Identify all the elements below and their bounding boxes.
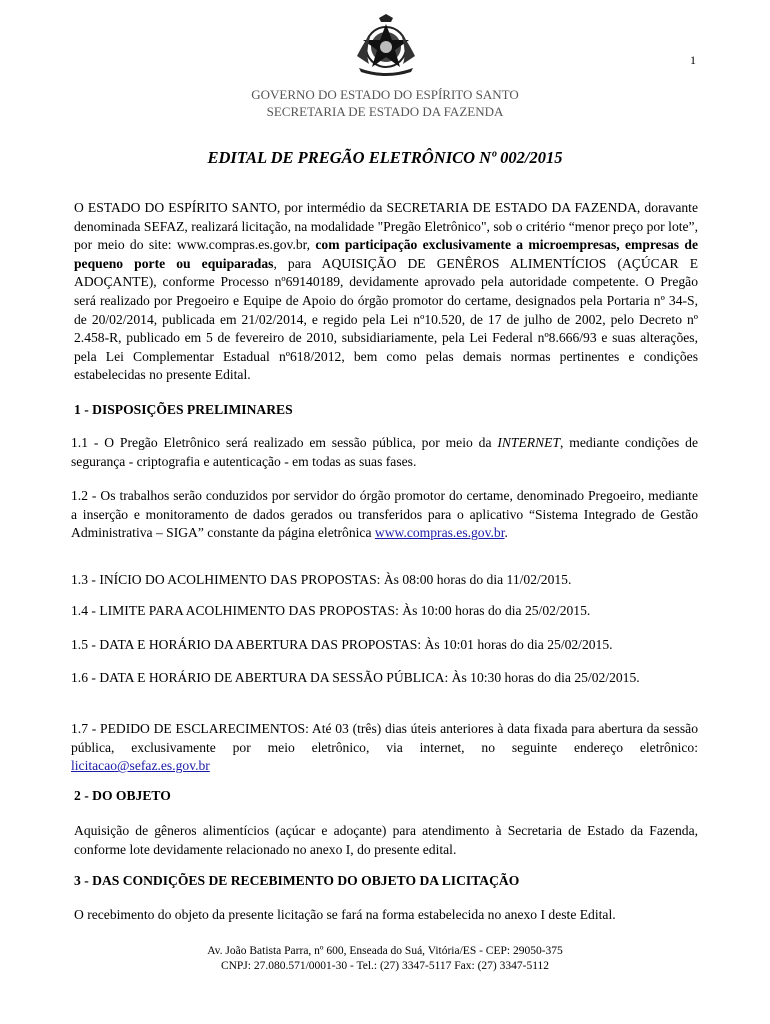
licitacao-email-link[interactable]: licitacao@sefaz.es.gov.br: [71, 758, 210, 774]
paragraph-1-5: 1.5 - DATA E HORÁRIO DA ABERTURA DAS PROPOSTAS: Às 10:01 horas do dia 25/02/2015.: [71, 637, 613, 652]
paragraph-1-6: 1.6 - DATA E HORÁRIO DE ABERTURA DA SESSÃO PÚBLICA: Às 10:30 horas do dia 25/02/2015.: [71, 670, 640, 685]
paragraph-1-1: [71, 434, 698, 471]
paragraph-1-2-text-end: .: [504, 525, 508, 541]
section-2-heading: 2 - DO OBJETO: [74, 788, 171, 803]
page-number: 1: [690, 53, 696, 67]
paragraph-1-3: 1.3 - INÍCIO DO ACOLHIMENTO DAS PROPOSTAS: Às 08:00 horas do dia 11/02/2015.: [71, 572, 572, 587]
paragraph-1-1-text: 1.1 - O Pregão Eletrônico será realizado em sessão pública, por meio da: [71, 435, 498, 450]
intro-paragraph: [74, 199, 698, 385]
paragraph-1-2-text: 1.2 - Os trabalhos serão conduzidos por servidor do órgão promotor do certame, denominado Pregoeiro, mediante a inserção e monitoramento de dados gerados ou transferidos para o aplicativo “Sistema Integrado de Gestão Administrativa – SIGA” constante da página eletrônica: [71, 488, 698, 541]
intro-text-2: , para AQUISIÇÃO DE GENÊROS ALIMENTÍCIOS (AÇÚCAR E ADOÇANTE), conforme Processo nº69140189, devidamente aprovado pela autoridade competente. O Pregão será realizado por Pregoeiro e Equipe de Apoio do órgão promotor do certame, designados pela Portaria nº 34-S, de 20/02/2014, publicada em 21/02/2014, e regido pela Lei nº10.520, de 17 de julho de 2002, pelo Decreto nº 2.458-R, publicado em 5 de fevereiro de 2010, subsidiariamente, pela Lei Federal nº8.666/93 e suas alterações, pela Lei Complementar Estadual nº618/2012, bem como pelas demais normas pertinentes e condições estabelecidas no presente Edital.: [74, 255, 699, 383]
paragraph-1-4: 1.4 - LIMITE PARA ACOLHIMENTO DAS PROPOSTAS: Às 10:00 horas do dia 25/02/2015.: [71, 603, 591, 618]
paragraph-1-1-text-end: , mediante condições de segurança - criptografia e autenticação - em todas as suas fases.: [71, 435, 698, 469]
section-3-heading: 3 - DAS CONDIÇÕES DE RECEBIMENTO DO OBJETO DA LICITAÇÃO: [74, 873, 520, 888]
footer-contact: CNPJ: 27.080.571/0001-30 - Tel.: (27) 3347-5117 Fax: (27) 3347-5112: [220, 960, 550, 972]
section-3-text: O recebimento do objeto da presente licitação se fará na forma estabelecida no anexo I deste Edital.: [74, 907, 616, 922]
paragraph-1-7-text: 1.7 - PEDIDO DE ESCLARECIMENTOS: Até 03 (três) dias úteis anteriores à data fixada para abertura da sessão pública, exclusivamente por meio eletrônico, via internet, no seguinte endereço eletrônico:: [71, 721, 698, 755]
header-government: GOVERNO DO ESTADO DO ESPÍRITO SANTO: [251, 87, 519, 102]
section-2-text: Aquisição de gêneros alimentícios (açúcar e adoçante) para atendimento à Secretaria de Estado da Fazenda, conforme lote devidamente relacionado no anexo I, do presente edital.: [74, 823, 698, 857]
document-title: EDITAL DE PREGÃO ELETRÔNICO Nº 002/2015: [207, 148, 563, 167]
compras-site-link[interactable]: www.compras.es.gov.br: [374, 525, 505, 541]
paragraph-1-7: [71, 720, 698, 776]
state-coat-of-arms-icon: [351, 12, 421, 80]
paragraph-1-1-italic: INTERNET: [497, 435, 561, 450]
header-secretariat: SECRETARIA DE ESTADO DA FAZENDA: [266, 104, 504, 119]
footer-address: Av. João Batista Parra, nº 600, Enseada do Suá, Vitória/ES - CEP: 29050-375: [207, 945, 563, 957]
page-footer: [0, 944, 770, 974]
paragraph-1-2: [71, 487, 698, 543]
intro-bold-text: com participação exclusivamente a microempresas, empresas de pequeno porte ou equiparadas: [74, 237, 698, 271]
section-1-heading: 1 - DISPOSIÇÕES PRELIMINARES: [74, 402, 293, 417]
intro-text-1: O ESTADO DO ESPÍRITO SANTO, por intermédio da SECRETARIA DE ESTADO DA FAZENDA, doravante denominada SEFAZ, realizará licitação, na modalidade "Pregão Eletrônico", sob o critério “menor preço por lote”, por meio do site: www.compras.es.gov.br,: [74, 200, 698, 253]
